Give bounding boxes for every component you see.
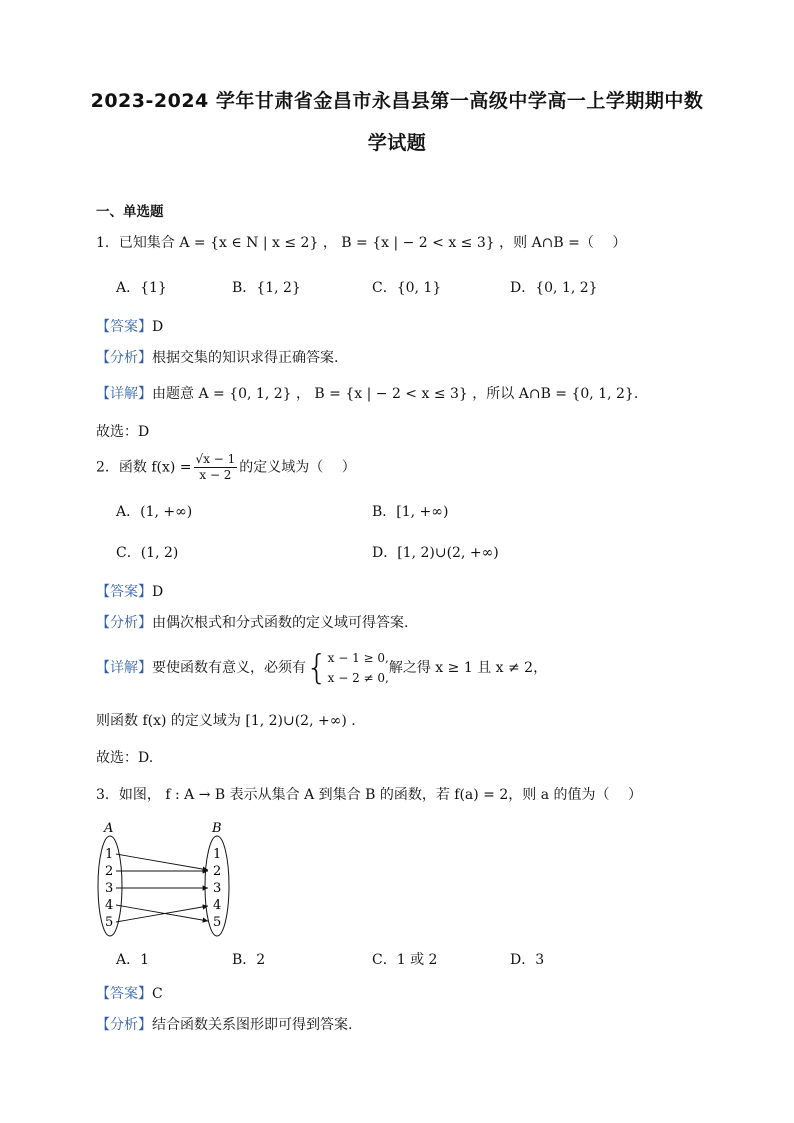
q1-answer-value: D bbox=[152, 319, 164, 335]
q2-inequality-system bbox=[306, 648, 389, 688]
set-b-element: 4 bbox=[213, 898, 222, 913]
set-a-element: 1 bbox=[105, 847, 114, 862]
q3-option-c: C．1 或 2 bbox=[372, 952, 438, 968]
analysis-tag: 【分析】 bbox=[96, 1017, 152, 1033]
q2-answer bbox=[96, 582, 163, 602]
q2-option-d: D．[1, 2)∪(2, +∞) bbox=[372, 545, 499, 561]
q2-option-b: B．[1, +∞) bbox=[372, 504, 449, 520]
q2-conclusion: 故选：D. bbox=[96, 750, 154, 766]
q2-option-c: C．(1, 2) bbox=[116, 545, 179, 561]
q1-detail bbox=[96, 384, 638, 404]
q2-fraction bbox=[194, 452, 238, 483]
set-b-element: 3 bbox=[213, 881, 222, 896]
set-a-label: A bbox=[104, 821, 114, 836]
detail-tag: 【详解】 bbox=[96, 660, 152, 676]
q2-detail-prefix: 要使函数有意义，必须有 bbox=[152, 660, 306, 676]
answer-tag: 【答案】 bbox=[96, 986, 152, 1002]
q1-option-d: D．{0, 1, 2} bbox=[510, 280, 598, 296]
q2-stem bbox=[96, 452, 356, 483]
q3-analysis bbox=[96, 1015, 352, 1035]
q2-stem-suffix: 的定义域为（ ） bbox=[239, 459, 356, 476]
set-a-element: 2 bbox=[105, 864, 114, 879]
q3-answer bbox=[96, 984, 163, 1004]
section-heading: 一、单选题 bbox=[96, 204, 164, 220]
mapping-diagram bbox=[92, 818, 252, 938]
mapping-arrow bbox=[116, 905, 208, 921]
q2-option-a: A．(1, +∞) bbox=[116, 504, 193, 520]
q3-answer-value: C bbox=[152, 986, 163, 1002]
document-title-line1: 2023-2024 学年甘肃省金昌市永昌县第一高级中学高一上学期期中数 bbox=[90, 90, 704, 112]
q3-stem: 3．如图， f : A → B 表示从集合 A 到集合 B 的函数，若 f(a) = 2，则 a 的值为（ ） bbox=[96, 787, 642, 803]
mapping-arrow bbox=[116, 854, 208, 870]
q2-stem-prefix: 2．函数 f(x) = bbox=[96, 459, 192, 476]
document-title-line2: 学试题 bbox=[367, 132, 427, 154]
q1-detail-text: 由题意 A = {0, 1, 2} ， B = {x | − 2 < x ≤ 3} ，所以 A∩B = {0, 1, 2}. bbox=[152, 386, 639, 402]
q2-system-row1: x − 1 ≥ 0, bbox=[327, 651, 389, 665]
q2-analysis-text: 由偶次根式和分式函数的定义域可得答案. bbox=[152, 615, 409, 631]
q1-analysis bbox=[96, 348, 338, 368]
q2-detail-suffix: 解之得 x ≥ 1 且 x ≠ 2， bbox=[388, 660, 548, 676]
set-b-label: B bbox=[212, 821, 222, 836]
detail-tag: 【详解】 bbox=[96, 386, 152, 402]
set-b-element: 5 bbox=[213, 915, 222, 930]
q2-detail bbox=[96, 648, 547, 688]
q3-option-a: A．1 bbox=[116, 952, 150, 968]
q2-fraction-denominator: x − 2 bbox=[199, 468, 232, 482]
set-a-element: 3 bbox=[105, 881, 114, 896]
q2-domain-line: 则函数 f(x) 的定义域为 [1, 2)∪(2, +∞) . bbox=[96, 713, 356, 729]
set-a-element: 5 bbox=[105, 915, 114, 930]
q2-answer-value: D bbox=[152, 584, 164, 600]
q1-option-a: A．{1} bbox=[116, 280, 167, 296]
analysis-tag: 【分析】 bbox=[96, 615, 152, 631]
q1-option-c: C．{0, 1} bbox=[372, 280, 442, 296]
left-brace: { bbox=[306, 648, 328, 688]
q1-option-b: B．{1, 2} bbox=[232, 280, 301, 296]
set-a-element: 4 bbox=[105, 898, 114, 913]
answer-tag: 【答案】 bbox=[96, 319, 152, 335]
set-b-element: 1 bbox=[213, 847, 222, 862]
q3-analysis-text: 结合函数关系图形即可得到答案. bbox=[152, 1017, 353, 1033]
q1-answer bbox=[96, 317, 163, 337]
set-b-element: 2 bbox=[213, 864, 222, 879]
q1-conclusion: 故选：D bbox=[96, 424, 150, 440]
mapping-arrow bbox=[116, 906, 208, 922]
answer-tag: 【答案】 bbox=[96, 584, 152, 600]
q2-system-row2: x − 2 ≠ 0, bbox=[327, 671, 389, 685]
q2-fraction-numerator: √x − 1 bbox=[195, 452, 236, 466]
q3-option-d: D．3 bbox=[510, 952, 545, 968]
q1-analysis-text: 根据交集的知识求得正确答案. bbox=[152, 350, 339, 366]
analysis-tag: 【分析】 bbox=[96, 350, 152, 366]
q3-option-b: B．2 bbox=[232, 952, 266, 968]
q2-analysis bbox=[96, 613, 408, 633]
q1-stem: 1．已知集合 A = {x ∈ N | x ≤ 2} ， B = {x | − 2 < x ≤ 3} ，则 A∩B =（ ） bbox=[96, 235, 627, 251]
